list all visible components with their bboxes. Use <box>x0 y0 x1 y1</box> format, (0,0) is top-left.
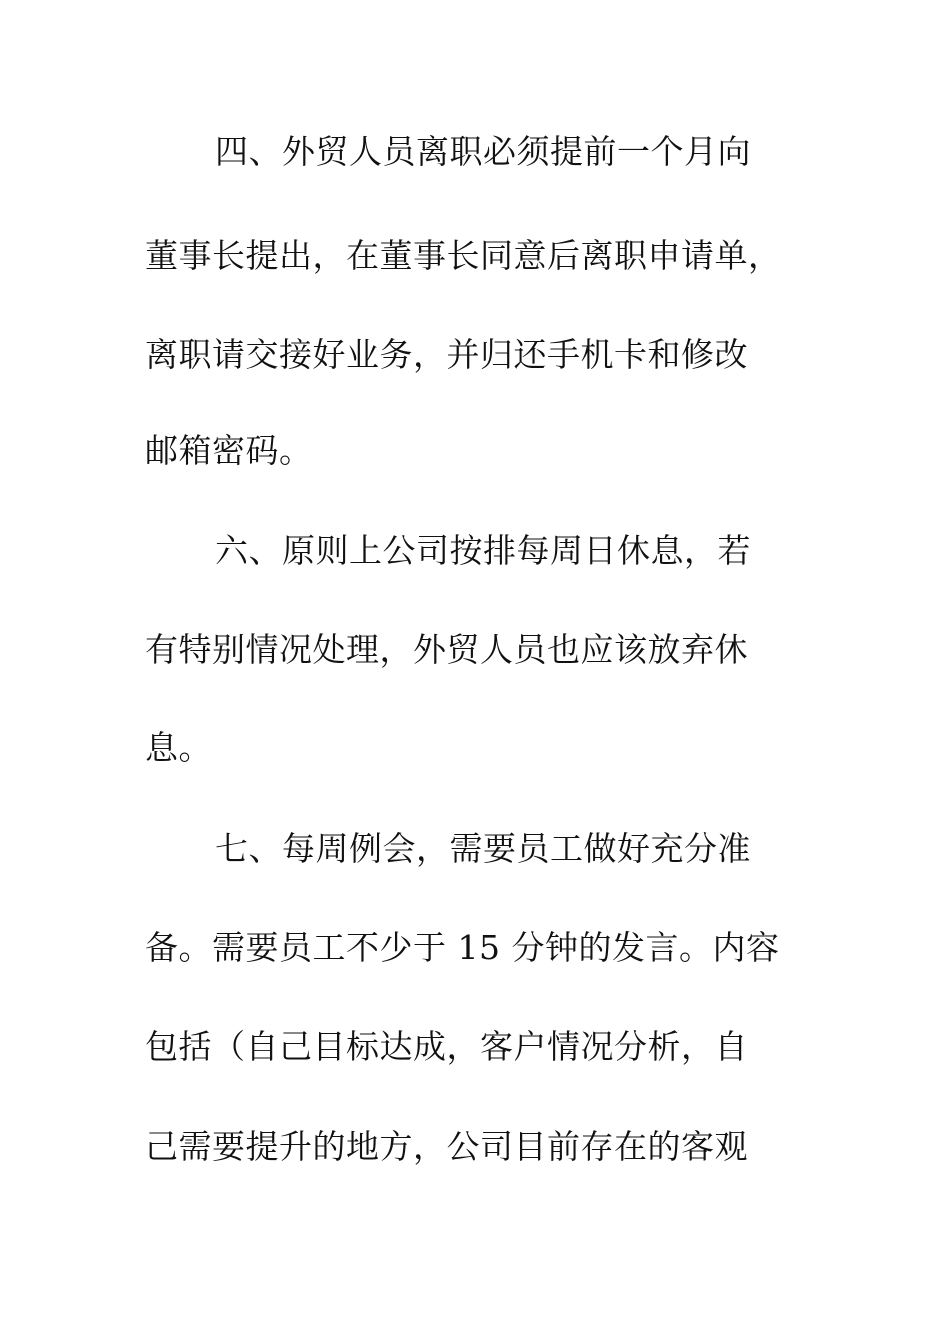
paragraph-3-line-2: 备。需要员工不少于 15 分钟的发言。内容 <box>145 928 780 967</box>
paragraph-3-line-4: 己需要提升的地方，公司目前存在的客观 <box>145 1127 748 1166</box>
paragraph-3-line-3: 包括（自己目标达成，客户情况分析，自 <box>145 1027 748 1066</box>
paragraph-2-line-2: 有特别情况处理，外贸人员也应该放弃休 <box>145 630 748 669</box>
paragraph-2-line-1: 六、原则上公司按排每周日休息，若 <box>215 531 751 570</box>
paragraph-1-line-1: 四、外贸人员离职必须提前一个月向 <box>215 132 751 171</box>
paragraph-1-line-3: 离职请交接好业务，并归还手机卡和修改 <box>145 335 748 374</box>
paragraph-3-line-1: 七、每周例会，需要员工做好充分准 <box>215 829 751 868</box>
paragraph-1-line-2: 董事长提出，在董事长同意后离职申请单， <box>145 236 782 275</box>
paragraph-2-line-3: 息。 <box>145 728 212 767</box>
paragraph-1-line-4: 邮箱密码。 <box>145 431 313 470</box>
